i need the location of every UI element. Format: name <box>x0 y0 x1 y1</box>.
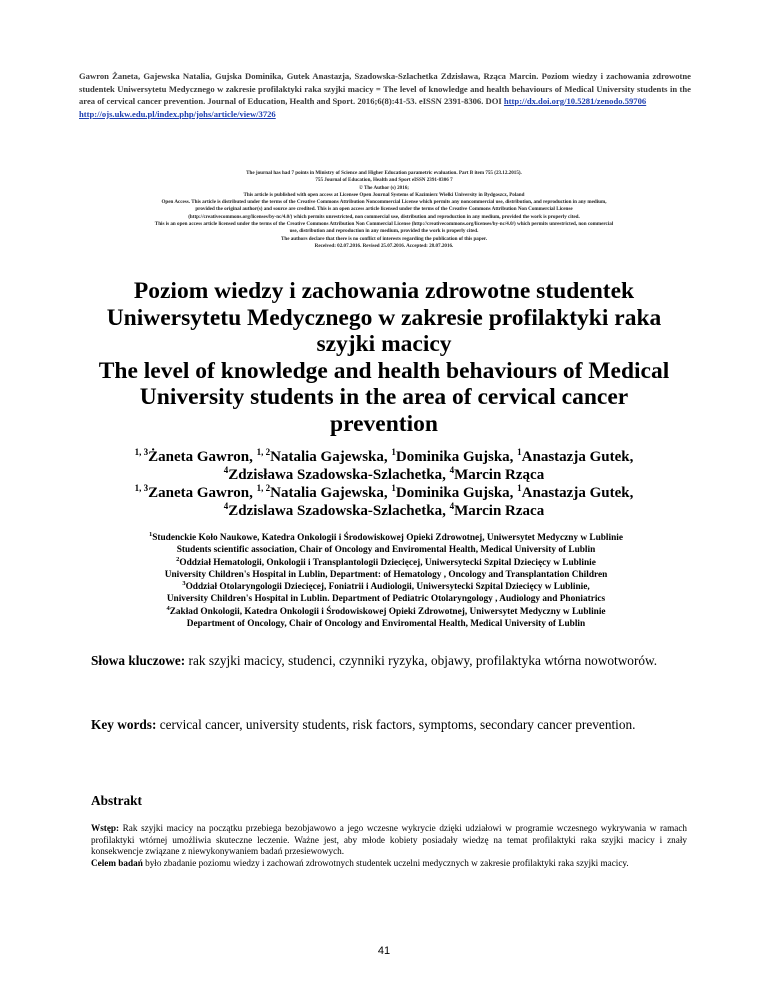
meta-line: This is an open access article licensed under the terms of the Creative Commons Attribution Non Commercial License (http://creativecommons.org/licenses/by-nc/4.0/) which permits unrestricted, non commercial <box>154 221 614 228</box>
author-name: Marcin Rząca <box>454 467 545 483</box>
keywords-polish-text: rak szyjki macicy, studenci, czynniki ryzyka, objawy, profilaktyka wtórna nowotworów. <box>185 653 658 668</box>
abstract-intro-text: Rak szyjki macicy na początku przebiega bezobjawowo a jego wczesne wykrycie dzięki udziałowi w programie wczesnego wykrywania w ramach profilaktyki wtórnej umożliwia skuteczne leczenie. Ważne jest, aby młode kobiety posiadały wiedzę na temat profilaktyki raka szyjki macicy i znały konsekwencje związane z niewykonywaniem badań przesiewowych. <box>91 823 687 857</box>
authors-line: $^{1, 3}$Żaneta Gawron, $^{1, 2}$Natalia Gajewska, $^1$Dominika Gujska, $^1$Anastazja Gutek, <box>134 447 634 465</box>
author-list <box>70 448 698 520</box>
keywords-polish-label: Słowa kluczowe: <box>91 653 186 668</box>
affiliations <box>80 532 692 630</box>
doi-link[interactable]: http://dx.doi.org/10.5281/zenodo.59706 <box>503 96 647 106</box>
authors-line: $^{1, 3}$Zaneta Gawron, $^{1, 2}$Natalia Gajewska, $^1$Dominika Gujska, $^1$Anastazja Gutek, <box>134 483 634 501</box>
meta-line: provided the original author(s) and source are credited. This is an open access article licensed under the terms of the Creative Commons Attribution Non Commercial License <box>195 206 573 213</box>
citation-text: Gawron Żaneta, Gajewska Natalia, Gujska Dominika, Gutek Anastazja, Szadowska-Szlachetka Zdzisława, Rząca Marcin. Poziom wiedzy i zachowania zdrowotne studentek Uniwersytetu Medycznego w zakresie profilaktyki raka szyjki macicy = The level of knowledge and health behaviours of Medical University students in the area of cervical cancer prevention. Journal of Education, Health and Sport. 2016;6(8):41-53. eISSN 2391-8306. DOI <box>79 71 691 106</box>
author-name: Zaneta Gawron, <box>148 485 257 501</box>
abstract-aim-text: było zbadanie poziomu wiedzy i zachowań zdrowotnych studentek uczelni medycznych w zakresie profilaktyki raka szyjki macicy. <box>142 857 629 868</box>
authors-line: $^4$Zdzisława Szadowska-Szlachetka, $^4$Marcin Rząca <box>223 465 545 483</box>
meta-line: © The Author (s) 2016; <box>358 184 410 191</box>
meta-line: (http://creativecommons.org/licenses/by-nc/4.0/) which permits unrestricted, non commercial use, distribution and reproduction in any medium, provided the work is properly cited. <box>188 213 580 220</box>
abstract-heading: Abstrakt <box>91 793 142 808</box>
affiliation-3-en: University Children's Hospital in Lublin. Department of Pediatric Otolaryngology , Audiology and Phoniatrics <box>166 594 606 605</box>
keywords-english <box>91 717 681 734</box>
page-number: 41 <box>377 945 391 957</box>
title-polish: Poziom wiedzy i zachowania zdrowotne studentek Uniwersytetu Medycznego w zakresie profilaktyki raka szyjki macicy <box>106 278 662 357</box>
affiliation-4: $^4$Zakład Onkologii, Katedra Onkologii i Środowiskowej Opieki Zdrowotnej, Uniwersytet Medyczny w Lublinie <box>166 604 606 617</box>
meta-line: The journal has had 7 points in Ministry of Science and Higher Education parametric evaluation. Part B item 755 (23.12.2015). <box>246 170 522 176</box>
meta-line: 755 Journal of Education, Health and Sport eISSN 2391-8306 7 <box>315 177 453 184</box>
affiliation-1-en: Students scientific association, Chair of Oncology and Enviromental Health, Medical University of Lublin <box>176 545 596 556</box>
title-english: The level of knowledge and health behaviours of Medical University students in the area of cervical cancer prevention <box>98 357 670 437</box>
abstract-intro-label: Wstęp: <box>91 823 120 833</box>
keywords-english-label: Key words: <box>91 717 157 732</box>
meta-line: Open Access. This article is distributed under the terms of the Creative Commons Attribution Noncommercial License which permits any noncommercial use, distribution, and reproduction in any medium, <box>161 199 607 206</box>
affiliation-3: $^3$Oddział Otolaryngologii Dziecięcej, Foniatrii i Audiologii, Uniwersytecki Szpital Dziecięcy w Lublinie, <box>182 580 590 593</box>
abstract-body <box>91 823 687 869</box>
affiliation-1: $^1$Studenckie Koło Naukowe, Katedra Onkologii i Środowiskowej Opieki Zdrowotnej, Uniwersytet Medyczny w Lublinie <box>149 531 623 543</box>
license-info <box>60 170 708 250</box>
authors-line: $^4$Zdzislawa Szadowska-Szlachetka, $^4$Marcin Rzaca <box>223 501 545 519</box>
affiliation-2-en: University Children's Hospital in Lublin, Department: of Hematology , Oncology and Transplantation Children <box>164 569 608 580</box>
journal-link[interactable]: http://ojs.ukw.edu.pl/index.php/johs/article/view/3726 <box>79 108 276 119</box>
author-name: Dominika Gujska, <box>395 449 518 465</box>
author-name: Marcin Rzaca <box>454 503 545 519</box>
meta-line: The authors declare that there is no conflict of interests regarding the publication of this paper. <box>280 235 487 242</box>
keywords-english-text: cervical cancer, university students, risk factors, symptoms, secondary cancer prevention. <box>156 717 636 732</box>
author-name: Zdzisława Szadowska-Szlachetka, <box>228 467 450 483</box>
affiliation-4-en: Department of Oncology, Chair of Oncology and Enviromental Health, Medical University of Lublin <box>186 619 586 630</box>
affiliation-2: $^2$Oddział Hematologii, Onkologii i Transplantologii Dziecięcej, Uniwersytecki Szpital Dziecięcy w Lublinie <box>176 555 596 568</box>
meta-line: Received: 02.07.2016. Revised 25.07.2016. Accepted: 28.07.2016. <box>314 242 454 249</box>
keywords-polish <box>91 653 681 670</box>
citation-block <box>79 70 691 120</box>
abstract-aim-label: Celem badań <box>91 857 143 868</box>
author-name: Dominika Gujska, <box>395 485 518 501</box>
author-name: Anastazja Gutek, <box>521 449 634 465</box>
meta-line: This article is published with open access at Licensee Open Journal Systems of Kazimierz Wielki University in Bydgoszcz, Poland <box>243 191 525 198</box>
author-name: Natalia Gajewska, <box>270 485 392 501</box>
author-name: Żaneta Gawron, <box>148 449 257 465</box>
meta-line: use, distribution and reproduction in any medium, provided the work is properly cited. <box>289 228 479 235</box>
paper-title <box>90 278 678 437</box>
author-name: Zdzislawa Szadowska-Szlachetka, <box>228 503 450 519</box>
author-name: Anastazja Gutek, <box>521 485 634 501</box>
author-name: Natalia Gajewska, <box>270 449 392 465</box>
